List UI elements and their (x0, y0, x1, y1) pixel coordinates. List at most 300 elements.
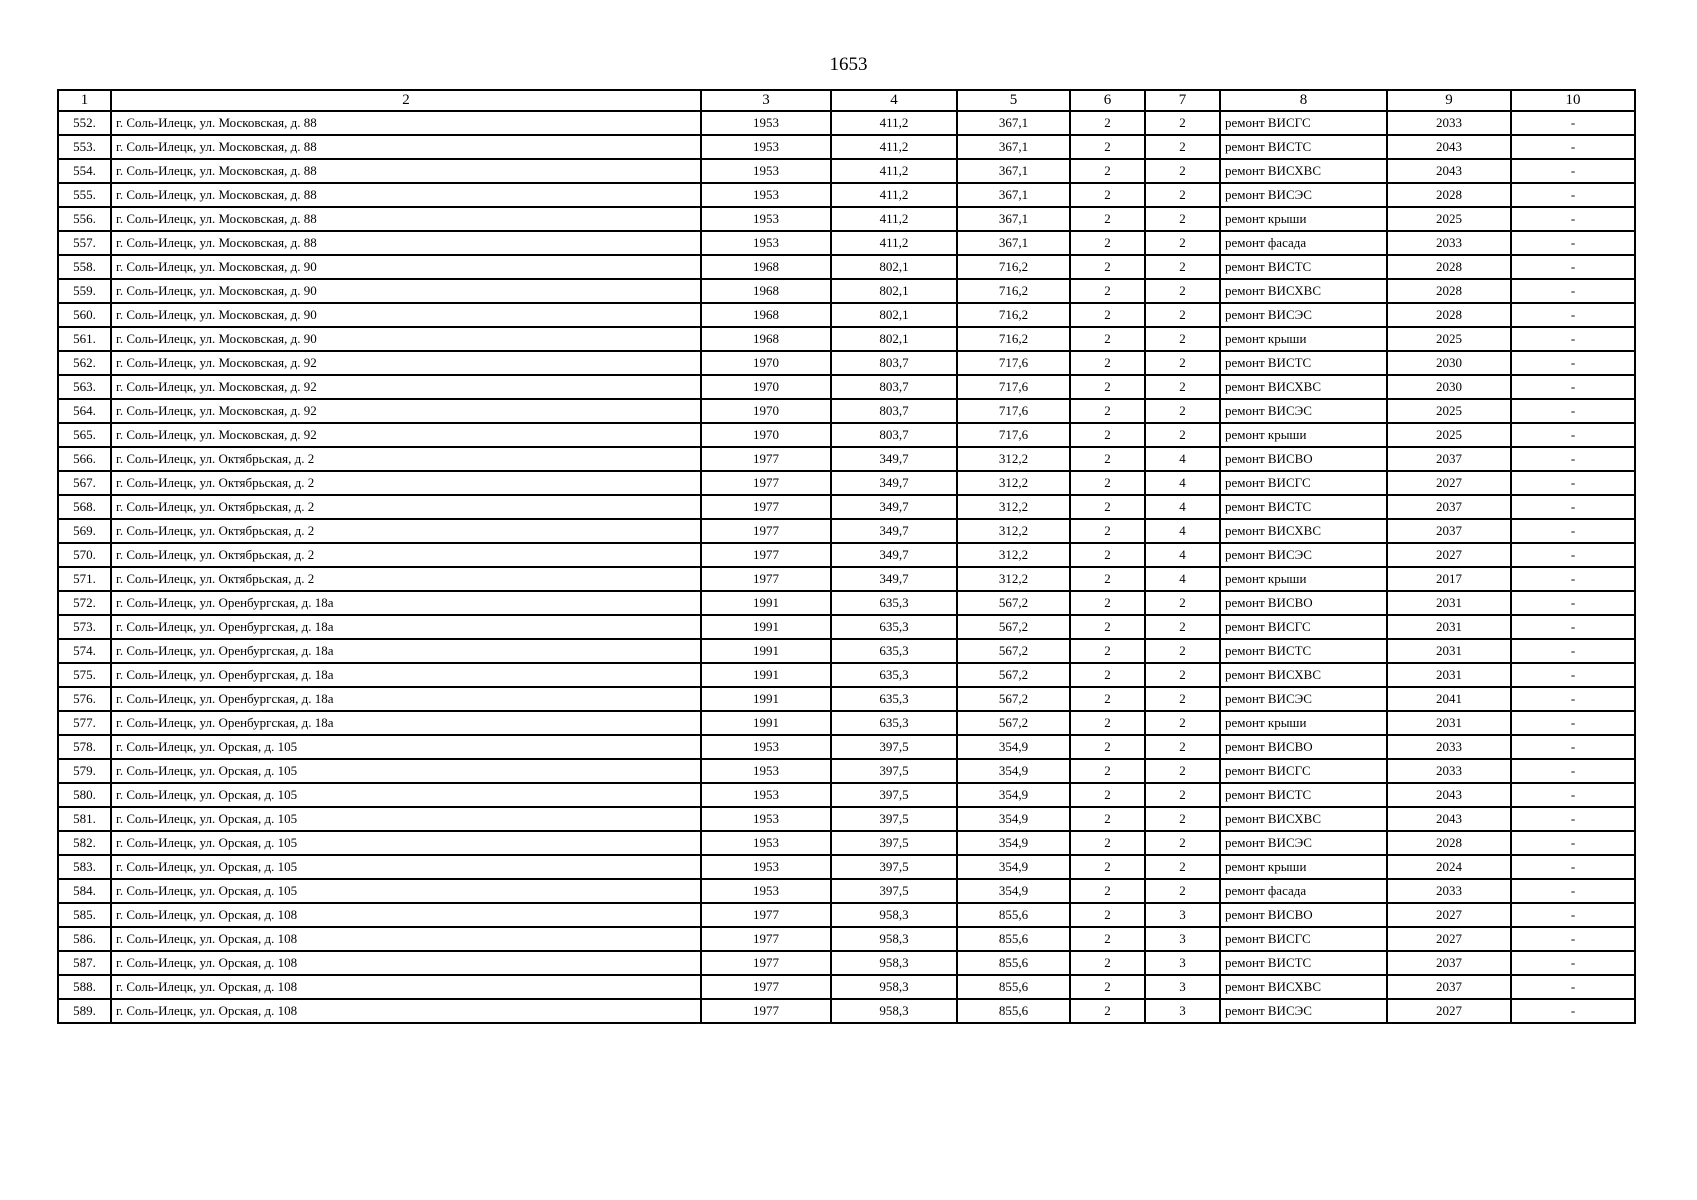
address-cell: г. Соль-Илецк, ул. Октябрьская, д. 2 (111, 447, 701, 471)
floors-cell: 2 (1070, 543, 1145, 567)
row-number-cell: 570. (58, 543, 111, 567)
planned-year-cell: 2017 (1387, 567, 1511, 591)
planned-year-cell: 2033 (1387, 231, 1511, 255)
work-type-cell: ремонт ВИСТС (1220, 951, 1387, 975)
row-number-cell: 565. (58, 423, 111, 447)
column-header: 5 (957, 90, 1070, 111)
total-area-cell: 635,3 (831, 663, 957, 687)
note-cell: - (1511, 591, 1635, 615)
table-body (58, 111, 1635, 1023)
total-area-cell: 411,2 (831, 183, 957, 207)
planned-year-cell: 2033 (1387, 759, 1511, 783)
total-area-cell: 803,7 (831, 375, 957, 399)
year-cell: 1968 (701, 255, 831, 279)
living-area-cell: 354,9 (957, 831, 1070, 855)
year-cell: 1953 (701, 231, 831, 255)
table-row (58, 447, 1635, 471)
address-cell: г. Соль-Илецк, ул. Оренбургская, д. 18а (111, 591, 701, 615)
address-cell: г. Соль-Илецк, ул. Октябрьская, д. 2 (111, 567, 701, 591)
entrances-cell: 2 (1145, 279, 1220, 303)
address-cell: г. Соль-Илецк, ул. Орская, д. 105 (111, 783, 701, 807)
living-area-cell: 567,2 (957, 663, 1070, 687)
address-cell: г. Соль-Илецк, ул. Октябрьская, д. 2 (111, 471, 701, 495)
year-cell: 1977 (701, 999, 831, 1023)
row-number-cell: 576. (58, 687, 111, 711)
living-area-cell: 354,9 (957, 735, 1070, 759)
floors-cell: 2 (1070, 135, 1145, 159)
address-cell: г. Соль-Илецк, ул. Октябрьская, д. 2 (111, 495, 701, 519)
floors-cell: 2 (1070, 303, 1145, 327)
living-area-cell: 567,2 (957, 615, 1070, 639)
table-row (58, 231, 1635, 255)
living-area-cell: 312,2 (957, 543, 1070, 567)
floors-cell: 2 (1070, 711, 1145, 735)
work-type-cell: ремонт ВИСХВС (1220, 807, 1387, 831)
floors-cell: 2 (1070, 879, 1145, 903)
table-row (58, 111, 1635, 135)
work-type-cell: ремонт ВИСТС (1220, 255, 1387, 279)
row-number-cell: 581. (58, 807, 111, 831)
row-number-cell: 566. (58, 447, 111, 471)
note-cell: - (1511, 279, 1635, 303)
entrances-cell: 2 (1145, 687, 1220, 711)
living-area-cell: 367,1 (957, 183, 1070, 207)
entrances-cell: 2 (1145, 423, 1220, 447)
living-area-cell: 855,6 (957, 975, 1070, 999)
work-type-cell: ремонт ВИСВО (1220, 591, 1387, 615)
floors-cell: 2 (1070, 591, 1145, 615)
year-cell: 1953 (701, 759, 831, 783)
living-area-cell: 354,9 (957, 783, 1070, 807)
table-row (58, 135, 1635, 159)
table-row (58, 975, 1635, 999)
planned-year-cell: 2024 (1387, 855, 1511, 879)
work-type-cell: ремонт крыши (1220, 327, 1387, 351)
living-area-cell: 367,1 (957, 159, 1070, 183)
row-number-cell: 571. (58, 567, 111, 591)
year-cell: 1968 (701, 279, 831, 303)
table-row (58, 735, 1635, 759)
floors-cell: 2 (1070, 183, 1145, 207)
row-number-cell: 568. (58, 495, 111, 519)
work-type-cell: ремонт ВИСХВС (1220, 519, 1387, 543)
entrances-cell: 3 (1145, 999, 1220, 1023)
table-row (58, 903, 1635, 927)
address-cell: г. Соль-Илецк, ул. Орская, д. 108 (111, 975, 701, 999)
table-row (58, 855, 1635, 879)
entrances-cell: 2 (1145, 303, 1220, 327)
row-number-cell: 569. (58, 519, 111, 543)
row-number-cell: 564. (58, 399, 111, 423)
year-cell: 1991 (701, 687, 831, 711)
entrances-cell: 2 (1145, 807, 1220, 831)
total-area-cell: 411,2 (831, 159, 957, 183)
table-row (58, 831, 1635, 855)
planned-year-cell: 2027 (1387, 927, 1511, 951)
total-area-cell: 635,3 (831, 687, 957, 711)
living-area-cell: 367,1 (957, 207, 1070, 231)
total-area-cell: 803,7 (831, 351, 957, 375)
row-number-cell: 586. (58, 927, 111, 951)
year-cell: 1991 (701, 663, 831, 687)
note-cell: - (1511, 495, 1635, 519)
total-area-cell: 397,5 (831, 783, 957, 807)
total-area-cell: 411,2 (831, 207, 957, 231)
column-header: 3 (701, 90, 831, 111)
table-row (58, 567, 1635, 591)
planned-year-cell: 2033 (1387, 735, 1511, 759)
work-type-cell: ремонт ВИСХВС (1220, 975, 1387, 999)
floors-cell: 2 (1070, 831, 1145, 855)
note-cell: - (1511, 543, 1635, 567)
planned-year-cell: 2037 (1387, 447, 1511, 471)
total-area-cell: 349,7 (831, 447, 957, 471)
year-cell: 1970 (701, 375, 831, 399)
column-header: 2 (111, 90, 701, 111)
note-cell: - (1511, 255, 1635, 279)
planned-year-cell: 2028 (1387, 183, 1511, 207)
work-type-cell: ремонт ВИСХВС (1220, 279, 1387, 303)
floors-cell: 2 (1070, 999, 1145, 1023)
table-row (58, 879, 1635, 903)
year-cell: 1977 (701, 903, 831, 927)
note-cell: - (1511, 159, 1635, 183)
entrances-cell: 3 (1145, 951, 1220, 975)
entrances-cell: 2 (1145, 255, 1220, 279)
entrances-cell: 2 (1145, 231, 1220, 255)
living-area-cell: 716,2 (957, 255, 1070, 279)
table-row (58, 495, 1635, 519)
year-cell: 1991 (701, 591, 831, 615)
row-number-cell: 556. (58, 207, 111, 231)
row-number-cell: 582. (58, 831, 111, 855)
column-header: 4 (831, 90, 957, 111)
row-number-cell: 575. (58, 663, 111, 687)
planned-year-cell: 2025 (1387, 327, 1511, 351)
planned-year-cell: 2037 (1387, 975, 1511, 999)
living-area-cell: 855,6 (957, 903, 1070, 927)
note-cell: - (1511, 879, 1635, 903)
address-cell: г. Соль-Илецк, ул. Московская, д. 88 (111, 159, 701, 183)
entrances-cell: 2 (1145, 783, 1220, 807)
entrances-cell: 2 (1145, 183, 1220, 207)
column-header: 8 (1220, 90, 1387, 111)
row-number-cell: 554. (58, 159, 111, 183)
floors-cell: 2 (1070, 927, 1145, 951)
floors-cell: 2 (1070, 519, 1145, 543)
note-cell: - (1511, 999, 1635, 1023)
work-type-cell: ремонт ВИСТС (1220, 135, 1387, 159)
table-row (58, 543, 1635, 567)
total-area-cell: 803,7 (831, 423, 957, 447)
planned-year-cell: 2028 (1387, 279, 1511, 303)
address-cell: г. Соль-Илецк, ул. Октябрьская, д. 2 (111, 543, 701, 567)
total-area-cell: 411,2 (831, 231, 957, 255)
address-cell: г. Соль-Илецк, ул. Орская, д. 105 (111, 735, 701, 759)
column-header: 10 (1511, 90, 1635, 111)
column-header: 6 (1070, 90, 1145, 111)
address-cell: г. Соль-Илецк, ул. Октябрьская, д. 2 (111, 519, 701, 543)
note-cell: - (1511, 735, 1635, 759)
column-header: 9 (1387, 90, 1511, 111)
living-area-cell: 367,1 (957, 135, 1070, 159)
planned-year-cell: 2043 (1387, 159, 1511, 183)
total-area-cell: 802,1 (831, 279, 957, 303)
planned-year-cell: 2043 (1387, 807, 1511, 831)
planned-year-cell: 2033 (1387, 111, 1511, 135)
year-cell: 1977 (701, 543, 831, 567)
year-cell: 1953 (701, 735, 831, 759)
planned-year-cell: 2031 (1387, 615, 1511, 639)
total-area-cell: 349,7 (831, 519, 957, 543)
note-cell: - (1511, 375, 1635, 399)
planned-year-cell: 2025 (1387, 399, 1511, 423)
planned-year-cell: 2043 (1387, 783, 1511, 807)
year-cell: 1953 (701, 111, 831, 135)
page-number: 1653 (829, 54, 868, 75)
planned-year-cell: 2031 (1387, 663, 1511, 687)
note-cell: - (1511, 111, 1635, 135)
row-number-cell: 588. (58, 975, 111, 999)
work-type-cell: ремонт крыши (1220, 711, 1387, 735)
address-cell: г. Соль-Илецк, ул. Московская, д. 92 (111, 375, 701, 399)
entrances-cell: 2 (1145, 159, 1220, 183)
entrances-cell: 2 (1145, 351, 1220, 375)
total-area-cell: 349,7 (831, 543, 957, 567)
entrances-cell: 4 (1145, 447, 1220, 471)
planned-year-cell: 2030 (1387, 351, 1511, 375)
year-cell: 1991 (701, 711, 831, 735)
floors-cell: 2 (1070, 447, 1145, 471)
address-cell: г. Соль-Илецк, ул. Оренбургская, д. 18а (111, 663, 701, 687)
entrances-cell: 4 (1145, 495, 1220, 519)
row-number-cell: 567. (58, 471, 111, 495)
work-type-cell: ремонт фасада (1220, 231, 1387, 255)
row-number-cell: 585. (58, 903, 111, 927)
floors-cell: 2 (1070, 687, 1145, 711)
address-cell: г. Соль-Илецк, ул. Московская, д. 90 (111, 303, 701, 327)
note-cell: - (1511, 399, 1635, 423)
planned-year-cell: 2033 (1387, 879, 1511, 903)
floors-cell: 2 (1070, 231, 1145, 255)
address-cell: г. Соль-Илецк, ул. Орская, д. 108 (111, 927, 701, 951)
total-area-cell: 397,5 (831, 879, 957, 903)
note-cell: - (1511, 639, 1635, 663)
total-area-cell: 397,5 (831, 855, 957, 879)
year-cell: 1977 (701, 471, 831, 495)
living-area-cell: 367,1 (957, 231, 1070, 255)
entrances-cell: 2 (1145, 375, 1220, 399)
year-cell: 1953 (701, 879, 831, 903)
table-row (58, 951, 1635, 975)
table-row (58, 375, 1635, 399)
floors-cell: 2 (1070, 159, 1145, 183)
work-type-cell: ремонт ВИСВО (1220, 447, 1387, 471)
address-cell: г. Соль-Илецк, ул. Московская, д. 88 (111, 111, 701, 135)
total-area-cell: 349,7 (831, 471, 957, 495)
floors-cell: 2 (1070, 255, 1145, 279)
table-row (58, 159, 1635, 183)
note-cell: - (1511, 327, 1635, 351)
year-cell: 1977 (701, 519, 831, 543)
living-area-cell: 312,2 (957, 471, 1070, 495)
table-row (58, 663, 1635, 687)
table-row (58, 711, 1635, 735)
floors-cell: 2 (1070, 759, 1145, 783)
entrances-cell: 2 (1145, 759, 1220, 783)
row-number-cell: 578. (58, 735, 111, 759)
floors-cell: 2 (1070, 351, 1145, 375)
year-cell: 1953 (701, 807, 831, 831)
row-number-cell: 584. (58, 879, 111, 903)
note-cell: - (1511, 783, 1635, 807)
work-type-cell: ремонт ВИСГС (1220, 615, 1387, 639)
planned-year-cell: 2037 (1387, 951, 1511, 975)
living-area-cell: 354,9 (957, 879, 1070, 903)
note-cell: - (1511, 423, 1635, 447)
note-cell: - (1511, 447, 1635, 471)
work-type-cell: ремонт ВИСХВС (1220, 663, 1387, 687)
entrances-cell: 4 (1145, 519, 1220, 543)
table-row (58, 351, 1635, 375)
note-cell: - (1511, 303, 1635, 327)
table-row (58, 759, 1635, 783)
living-area-cell: 855,6 (957, 999, 1070, 1023)
entrances-cell: 2 (1145, 399, 1220, 423)
work-type-cell: ремонт крыши (1220, 567, 1387, 591)
row-number-cell: 560. (58, 303, 111, 327)
entrances-cell: 4 (1145, 471, 1220, 495)
year-cell: 1970 (701, 351, 831, 375)
work-type-cell: ремонт ВИСГС (1220, 111, 1387, 135)
table-row (58, 399, 1635, 423)
row-number-cell: 574. (58, 639, 111, 663)
row-number-cell: 562. (58, 351, 111, 375)
note-cell: - (1511, 807, 1635, 831)
planned-year-cell: 2031 (1387, 639, 1511, 663)
living-area-cell: 717,6 (957, 399, 1070, 423)
floors-cell: 2 (1070, 399, 1145, 423)
total-area-cell: 958,3 (831, 903, 957, 927)
work-type-cell: ремонт ВИСТС (1220, 351, 1387, 375)
floors-cell: 2 (1070, 111, 1145, 135)
floors-cell: 2 (1070, 327, 1145, 351)
row-number-cell: 577. (58, 711, 111, 735)
living-area-cell: 312,2 (957, 447, 1070, 471)
planned-year-cell: 2028 (1387, 831, 1511, 855)
floors-cell: 2 (1070, 735, 1145, 759)
floors-cell: 2 (1070, 807, 1145, 831)
floors-cell: 2 (1070, 495, 1145, 519)
living-area-cell: 716,2 (957, 279, 1070, 303)
living-area-cell: 716,2 (957, 303, 1070, 327)
total-area-cell: 635,3 (831, 615, 957, 639)
floors-cell: 2 (1070, 567, 1145, 591)
planned-year-cell: 2037 (1387, 495, 1511, 519)
row-number-cell: 587. (58, 951, 111, 975)
living-area-cell: 717,6 (957, 375, 1070, 399)
table-header-row (58, 90, 1635, 111)
work-type-cell: ремонт ВИСЭС (1220, 303, 1387, 327)
entrances-cell: 3 (1145, 903, 1220, 927)
total-area-cell: 411,2 (831, 135, 957, 159)
row-number-cell: 589. (58, 999, 111, 1023)
table-row (58, 591, 1635, 615)
total-area-cell: 958,3 (831, 999, 957, 1023)
entrances-cell: 2 (1145, 591, 1220, 615)
note-cell: - (1511, 927, 1635, 951)
floors-cell: 2 (1070, 855, 1145, 879)
total-area-cell: 635,3 (831, 639, 957, 663)
total-area-cell: 397,5 (831, 807, 957, 831)
table-row (58, 807, 1635, 831)
table-row (58, 519, 1635, 543)
row-number-cell: 579. (58, 759, 111, 783)
table-row (58, 783, 1635, 807)
address-cell: г. Соль-Илецк, ул. Московская, д. 90 (111, 255, 701, 279)
living-area-cell: 716,2 (957, 327, 1070, 351)
row-number-cell: 572. (58, 591, 111, 615)
address-cell: г. Соль-Илецк, ул. Орская, д. 105 (111, 879, 701, 903)
note-cell: - (1511, 951, 1635, 975)
planned-year-cell: 2030 (1387, 375, 1511, 399)
planned-year-cell: 2028 (1387, 255, 1511, 279)
work-type-cell: ремонт ВИСЭС (1220, 543, 1387, 567)
floors-cell: 2 (1070, 639, 1145, 663)
work-type-cell: ремонт ВИСВО (1220, 735, 1387, 759)
address-cell: г. Соль-Илецк, ул. Орская, д. 105 (111, 807, 701, 831)
entrances-cell: 2 (1145, 327, 1220, 351)
floors-cell: 2 (1070, 783, 1145, 807)
work-type-cell: ремонт ВИСХВС (1220, 159, 1387, 183)
year-cell: 1991 (701, 639, 831, 663)
table-row (58, 471, 1635, 495)
work-type-cell: ремонт ВИСЭС (1220, 999, 1387, 1023)
address-cell: г. Соль-Илецк, ул. Орская, д. 108 (111, 903, 701, 927)
entrances-cell: 2 (1145, 615, 1220, 639)
entrances-cell: 2 (1145, 135, 1220, 159)
note-cell: - (1511, 183, 1635, 207)
floors-cell: 2 (1070, 975, 1145, 999)
note-cell: - (1511, 615, 1635, 639)
address-cell: г. Соль-Илецк, ул. Московская, д. 92 (111, 399, 701, 423)
work-type-cell: ремонт ВИСТС (1220, 639, 1387, 663)
entrances-cell: 3 (1145, 927, 1220, 951)
total-area-cell: 349,7 (831, 567, 957, 591)
address-cell: г. Соль-Илецк, ул. Оренбургская, д. 18а (111, 615, 701, 639)
living-area-cell: 567,2 (957, 711, 1070, 735)
planned-year-cell: 2028 (1387, 303, 1511, 327)
year-cell: 1968 (701, 327, 831, 351)
living-area-cell: 717,6 (957, 351, 1070, 375)
living-area-cell: 354,9 (957, 759, 1070, 783)
living-area-cell: 312,2 (957, 495, 1070, 519)
row-number-cell: 559. (58, 279, 111, 303)
note-cell: - (1511, 687, 1635, 711)
table-row (58, 327, 1635, 351)
work-type-cell: ремонт ВИСЭС (1220, 183, 1387, 207)
year-cell: 1970 (701, 423, 831, 447)
note-cell: - (1511, 759, 1635, 783)
entrances-cell: 2 (1145, 663, 1220, 687)
address-cell: г. Соль-Илецк, ул. Оренбургская, д. 18а (111, 639, 701, 663)
table-row (58, 927, 1635, 951)
entrances-cell: 2 (1145, 879, 1220, 903)
row-number-cell: 580. (58, 783, 111, 807)
year-cell: 1977 (701, 975, 831, 999)
total-area-cell: 635,3 (831, 591, 957, 615)
entrances-cell: 2 (1145, 735, 1220, 759)
